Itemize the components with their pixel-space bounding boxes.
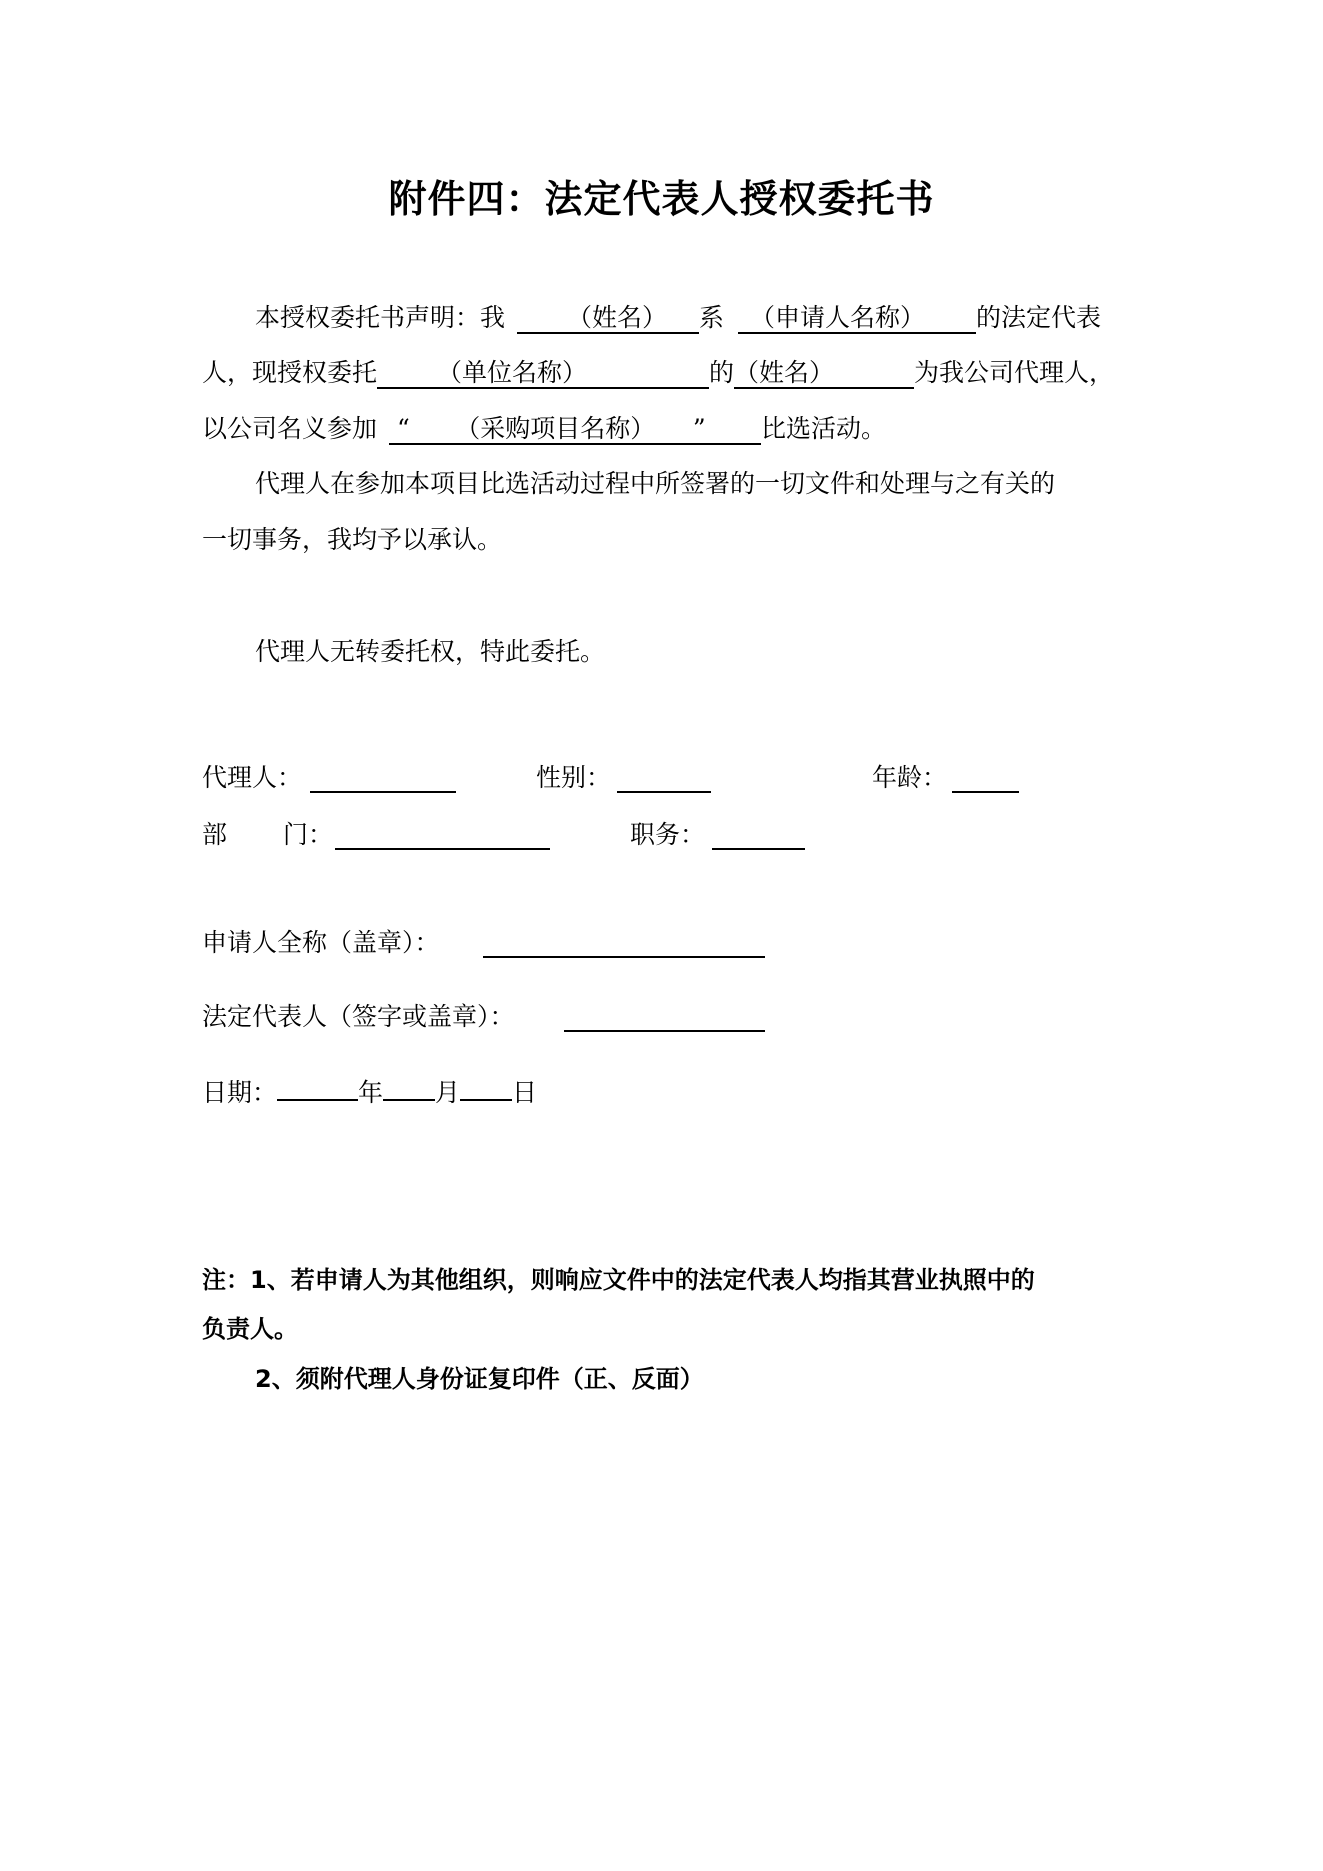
agent-name-placeholder: （姓名） bbox=[734, 358, 835, 387]
unit-blank[interactable] bbox=[377, 359, 709, 389]
para1-text: 本授权委托书声明：我 bbox=[255, 303, 506, 332]
applicant-blank[interactable] bbox=[738, 304, 976, 334]
agent-label: 代理人： bbox=[202, 763, 303, 792]
para1-text: 为我公司代理人， bbox=[914, 358, 1115, 387]
project-placeholder: （采购项目名称） bbox=[467, 414, 643, 443]
name-blank[interactable] bbox=[517, 304, 699, 334]
para1-text: 以公司名义参加 bbox=[202, 414, 378, 443]
age-label: 年龄： bbox=[872, 763, 948, 792]
note2: 2、须附代理人身份证复印件（正、反面） bbox=[255, 1365, 704, 1393]
para2-line1: 代理人在参加本项目比选活动过程中所签署的一切文件和处理与之有关的 bbox=[255, 469, 1056, 498]
para1-line3 bbox=[202, 414, 886, 445]
para1-line2 bbox=[202, 358, 1114, 389]
day-label: 日 bbox=[512, 1078, 538, 1107]
close-quote: ” bbox=[692, 414, 706, 443]
project-blank[interactable] bbox=[389, 415, 761, 445]
page-title: 附件四：法定代表人授权委托书 bbox=[388, 176, 935, 221]
age-blank[interactable] bbox=[952, 765, 1019, 793]
note1-line2: 负责人。 bbox=[202, 1315, 298, 1343]
agent-blank[interactable] bbox=[310, 765, 456, 793]
para1-text: 的 bbox=[709, 358, 735, 387]
agent-name-blank[interactable] bbox=[734, 359, 914, 389]
open-quote: “ bbox=[397, 414, 410, 443]
para1-text: 比选活动。 bbox=[761, 414, 887, 443]
legal-rep-blank[interactable] bbox=[564, 1004, 765, 1032]
position-label: 职务： bbox=[630, 820, 706, 849]
applicant-full-blank[interactable] bbox=[483, 930, 765, 958]
day-blank[interactable] bbox=[460, 1075, 512, 1101]
gender-blank[interactable] bbox=[617, 765, 711, 793]
position-blank[interactable] bbox=[712, 822, 805, 850]
para3: 代理人无转委托权，特此委托。 bbox=[255, 637, 606, 666]
dept-label-2: 门： bbox=[283, 820, 334, 849]
month-blank[interactable] bbox=[383, 1075, 435, 1101]
month-label: 月 bbox=[435, 1078, 461, 1107]
para1-text: 系 bbox=[699, 303, 725, 332]
legal-rep-label: 法定代表人（签字或盖章）： bbox=[202, 1002, 515, 1031]
dept-blank[interactable] bbox=[335, 822, 550, 850]
year-blank[interactable] bbox=[277, 1075, 358, 1101]
applicant-placeholder: （申请人名称） bbox=[750, 303, 926, 332]
para1-line1 bbox=[255, 303, 1101, 334]
name-placeholder: （姓名） bbox=[567, 303, 668, 332]
applicant-full-label: 申请人全称（盖章）： bbox=[202, 928, 440, 957]
date-label: 日期： bbox=[202, 1078, 278, 1107]
date-row bbox=[202, 1075, 537, 1108]
gender-label: 性别： bbox=[536, 763, 612, 792]
para1-text: 的法定代表 bbox=[976, 303, 1102, 332]
para2-line2: 一切事务，我均予以承认。 bbox=[202, 525, 503, 554]
year-label: 年 bbox=[358, 1078, 384, 1107]
unit-placeholder: （单位名称） bbox=[437, 358, 588, 387]
note1-line1: 注：1、若申请人为其他组织，则响应文件中的法定代表人均指其营业执照中的 bbox=[202, 1266, 1035, 1294]
dept-label-1: 部 bbox=[202, 820, 228, 849]
para1-text: 人，现授权委托 bbox=[202, 358, 378, 387]
